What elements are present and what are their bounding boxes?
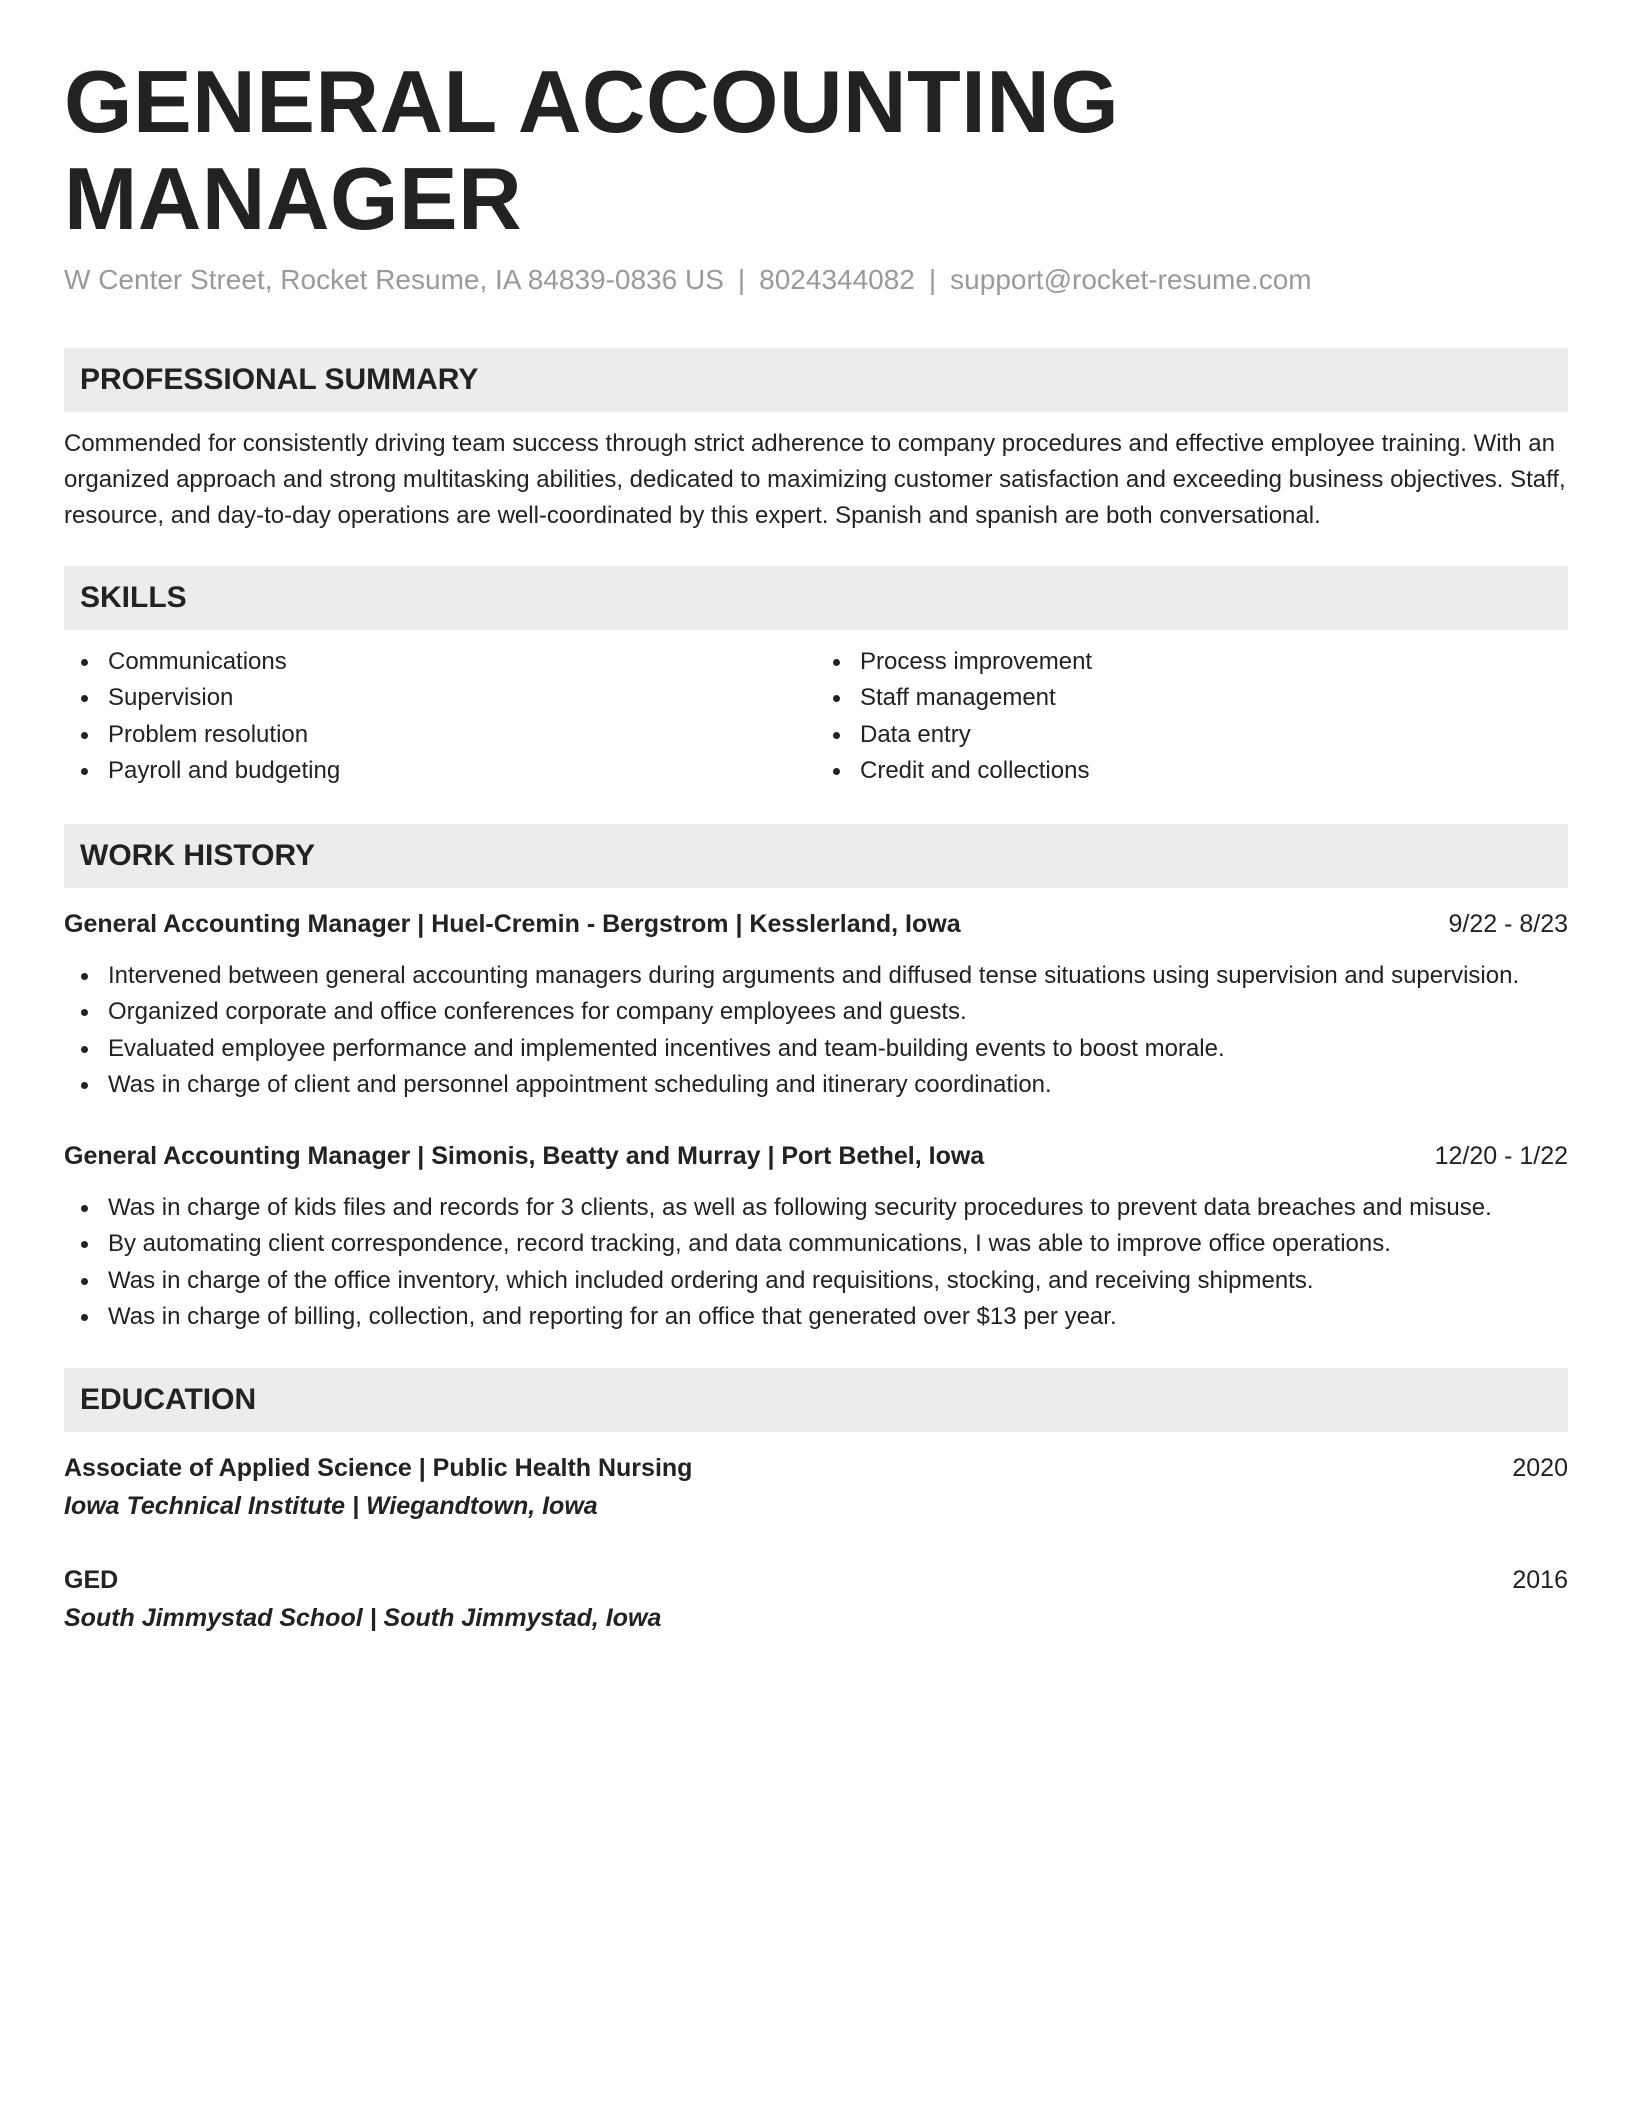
contact-separator: | <box>928 263 937 295</box>
job-dates: 9/22 - 8/23 <box>1448 909 1568 938</box>
contact-separator: | <box>737 263 746 295</box>
education-year: 2020 <box>1512 1453 1568 1482</box>
section-header-summary: PROFESSIONAL SUMMARY <box>64 348 1568 412</box>
contact-address: W Center Street, Rocket Resume, IA 84839-0836 US <box>64 263 724 295</box>
contact-phone: 8024344082 <box>759 263 915 295</box>
section-header-work-history: WORK HISTORY <box>64 824 1568 888</box>
job-bullet: By automating client correspondence, record tracking, and data communications, I was able to improve office operations. <box>64 1226 1568 1263</box>
education-entry <box>64 1450 1568 1524</box>
job-entry <box>64 906 1568 1104</box>
education-degree: GED <box>64 1565 119 1594</box>
job-bullet: Organized corporate and office conferences for company employees and guests. <box>64 994 1568 1031</box>
section-header-education: EDUCATION <box>64 1368 1568 1432</box>
job-entry <box>64 1138 1568 1336</box>
resume-name-title: GENERAL ACCOUNTING MANAGER <box>64 52 1120 248</box>
skill-item: Credit and collections <box>816 753 1568 790</box>
education-heading-line <box>64 1450 1568 1486</box>
education-school: South Jimmystad School | South Jimmystad, Iowa <box>64 1603 662 1632</box>
skill-item: Payroll and budgeting <box>64 753 816 790</box>
job-bullet-list <box>64 958 1568 1104</box>
section-header-skills: SKILLS <box>64 566 1568 630</box>
summary-text: Commended for consistently driving team success through strict adherence to company procedures and effective employee training. With an organized approach and strong multitasking abilities, dedicated to maximizing customer satisfaction and exceeding business objectives. Staff, resource, and day-to-day operations are well-coordinated by this expert. Spanish and spanish are both conversational. <box>64 429 1566 529</box>
education-entry <box>64 1562 1568 1636</box>
education-heading-line <box>64 1562 1568 1598</box>
job-bullet: Was in charge of client and personnel appointment scheduling and itinerary coordination. <box>64 1067 1568 1104</box>
job-dates: 12/20 - 1/22 <box>1434 1141 1568 1170</box>
education-school: Iowa Technical Institute | Wiegandtown, Iowa <box>64 1491 598 1520</box>
job-heading-line <box>64 906 1568 942</box>
job-bullet: Evaluated employee performance and implemented incentives and team-building events to boost morale. <box>64 1031 1568 1068</box>
skill-item: Data entry <box>816 717 1568 754</box>
skills-grid <box>64 644 1568 790</box>
skill-item: Supervision <box>64 680 816 717</box>
contact-email: support@rocket-resume.com <box>950 263 1312 295</box>
job-heading-line <box>64 1138 1568 1174</box>
job-title: General Accounting Manager | Huel-Cremin - Bergstrom | Kesslerland, Iowa <box>64 909 961 938</box>
contact-line <box>64 262 1568 298</box>
skill-item: Communications <box>64 644 816 681</box>
job-bullet: Was in charge of billing, collection, and reporting for an office that generated over $13 per year. <box>64 1299 1568 1336</box>
job-bullet-list <box>64 1190 1568 1336</box>
skills-column-left <box>64 644 816 790</box>
education-degree: Associate of Applied Science | Public Health Nursing <box>64 1453 693 1482</box>
skill-item: Staff management <box>816 680 1568 717</box>
job-bullet: Was in charge of the office inventory, which included ordering and requisitions, stocking, and receiving shipments. <box>64 1263 1568 1300</box>
job-bullet: Intervened between general accounting managers during arguments and diffused tense situations using supervision and supervision. <box>64 958 1568 995</box>
education-year: 2016 <box>1512 1565 1568 1594</box>
job-bullet: Was in charge of kids files and records for 3 clients, as well as following security procedures to prevent data breaches and misuse. <box>64 1190 1568 1227</box>
job-title: General Accounting Manager | Simonis, Beatty and Murray | Port Bethel, Iowa <box>64 1141 985 1170</box>
skills-column-right <box>816 644 1568 790</box>
skill-item: Process improvement <box>816 644 1568 681</box>
skill-item: Problem resolution <box>64 717 816 754</box>
